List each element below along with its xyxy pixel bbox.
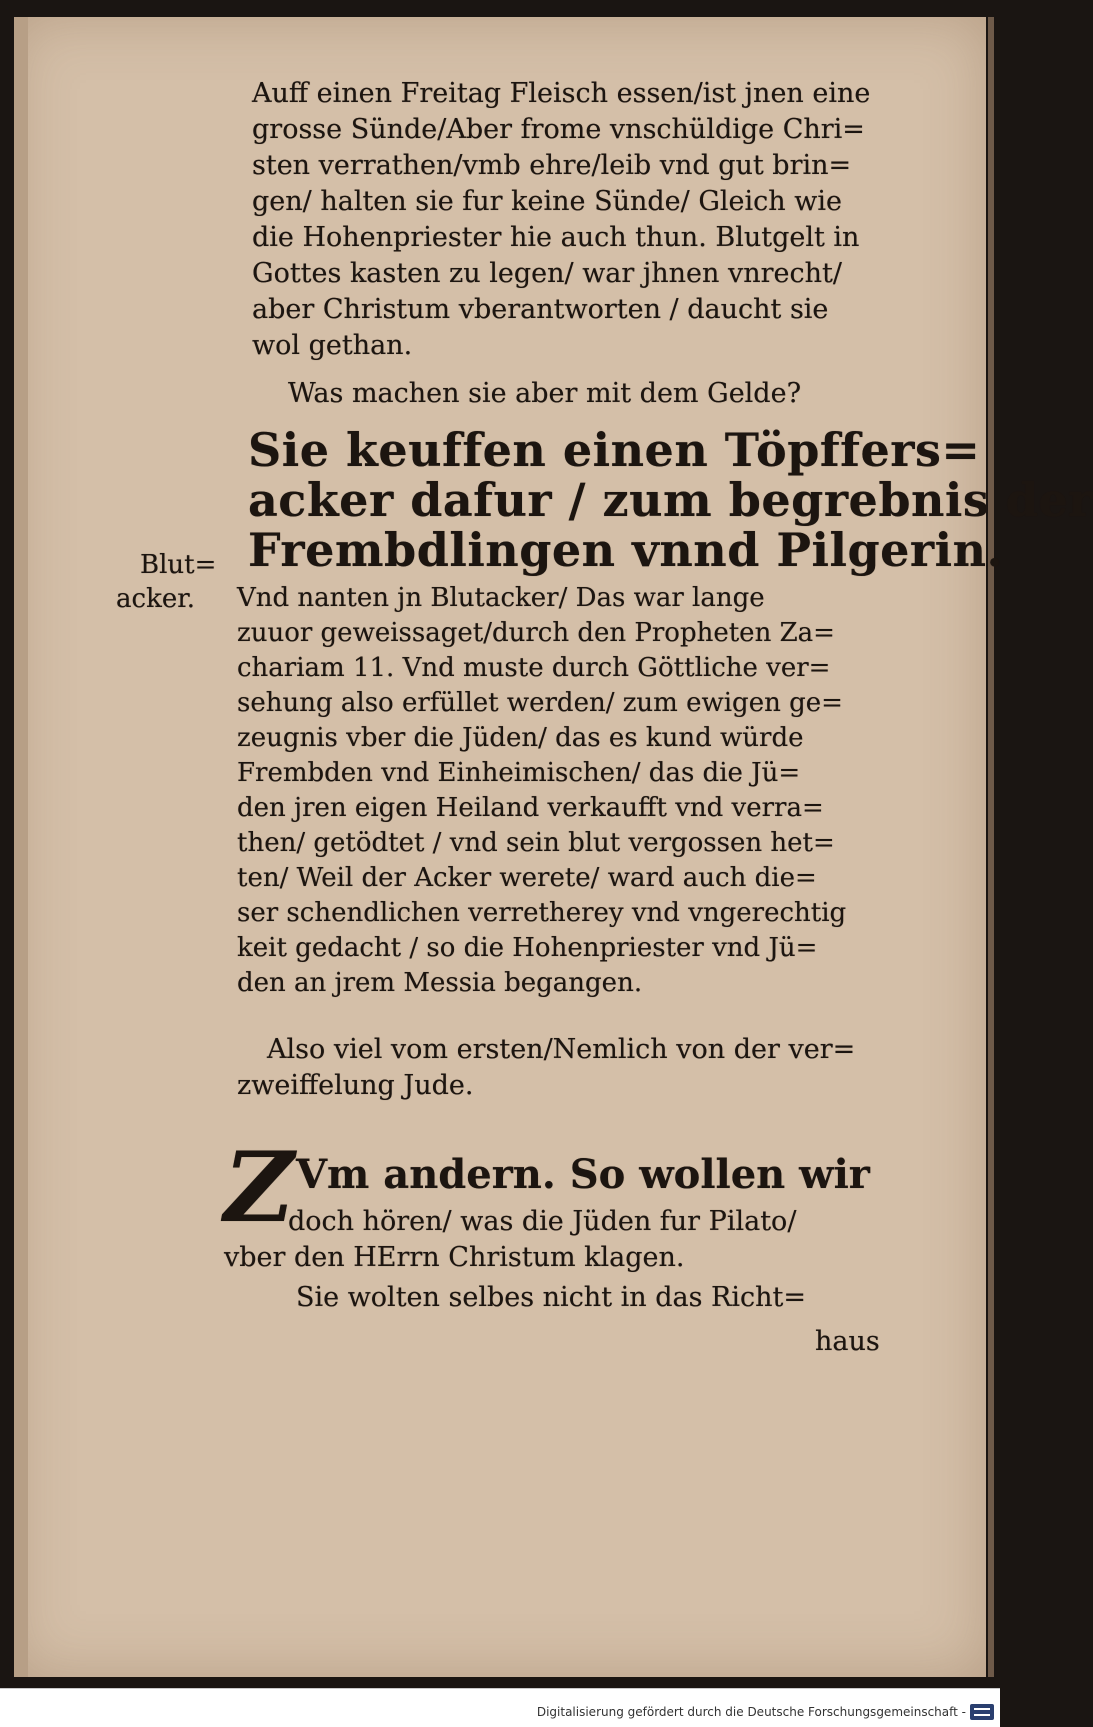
emphasis-block	[248, 423, 1093, 595]
section-initial-mark: Z	[224, 1131, 295, 1244]
paragraph-1	[252, 76, 932, 376]
marginal-note	[116, 548, 236, 628]
dfg-logo-mark	[974, 1708, 990, 1716]
text-line: Was machen sie aber mit dem Gelde?	[288, 378, 802, 409]
text-line: sehung also erfüllet werden/ zum ewigen ge=	[237, 688, 843, 718]
emphasis-line: acker dafur / zum begrebnis der	[248, 473, 1093, 527]
emphasis-line: Frembdlingen vnnd Pilgerin.	[248, 523, 1004, 577]
footer-bar	[0, 1688, 1000, 1727]
text-line: keit gedacht / so die Hohenpriester vnd Jü=	[237, 933, 818, 963]
text-line: den an jrem Messia begangen.	[237, 968, 643, 998]
paragraph-3	[237, 1032, 937, 1112]
text-line: doch hören/ was die Jüden fur Pilato/	[288, 1206, 797, 1237]
heading-line: Vm andern. So wollen wir	[296, 1151, 870, 1198]
text-line: Sie wolten selbes nicht in das Richt=	[296, 1282, 807, 1313]
marginal-note-line: acker.	[116, 584, 196, 614]
text-line: grosse Sünde/Aber frome vnschüldige Chri=	[252, 114, 865, 145]
marginal-note-line: Blut=	[140, 550, 217, 580]
text-line: Auff einen Freitag Fleisch essen/ist jnen eine	[252, 78, 871, 109]
text-line: then/ getödtet / vnd sein blut vergossen het=	[237, 828, 835, 858]
text-line: Also viel vom ersten/Nemlich von der ver=	[267, 1034, 856, 1065]
text-line: zweiffelung Jude.	[237, 1070, 474, 1101]
question-line	[258, 376, 938, 420]
text-line: chariam 11. Vnd muste durch Göttliche ver=	[237, 653, 831, 683]
text-line: wol gethan.	[252, 330, 413, 361]
text-line: vber den HErrn Christum klagen.	[224, 1242, 685, 1273]
text-line: ser schendlichen verretherey vnd vngerechtig	[237, 898, 847, 928]
paragraph-2	[237, 580, 937, 1010]
text-line: aber Christum vberantworten / daucht sie	[252, 294, 829, 325]
text-line: ten/ Weil der Acker werete/ ward auch die=	[237, 863, 817, 893]
dfg-logo	[970, 1704, 994, 1720]
catchword: haus	[815, 1326, 880, 1357]
text-line: sten verrathen/vmb ehre/leib vnd gut brin=	[252, 150, 852, 181]
digitization-notice: Digitalisierung gefördert durch die Deutsche Forschungsgemeinschaft -	[536, 1705, 966, 1719]
text-line: Vnd nanten jn Blutacker/ Das war lange	[237, 583, 765, 613]
section-heading	[296, 1150, 936, 1206]
text-line: die Hohenpriester hie auch thun. Blutgelt in	[252, 222, 860, 253]
page-edge	[988, 17, 994, 1677]
emphasis-line: Sie keuffen einen Töpffers=	[248, 423, 981, 477]
text-line: gen/ halten sie fur keine Sünde/ Gleich wie	[252, 186, 842, 217]
text-line: zeugnis vber die Jüden/ das es kund würde	[237, 723, 804, 753]
text-line: Frembden vnd Einheimischen/ das die Jü=	[237, 758, 801, 788]
text-line: den jren eigen Heiland verkaufft vnd verra=	[237, 793, 824, 823]
page-gutter	[14, 17, 28, 1677]
text-line: zuuor geweissaget/durch den Propheten Za=	[237, 618, 835, 648]
text-line: Gottes kasten zu legen/ war jhnen vnrecht/	[252, 258, 842, 289]
